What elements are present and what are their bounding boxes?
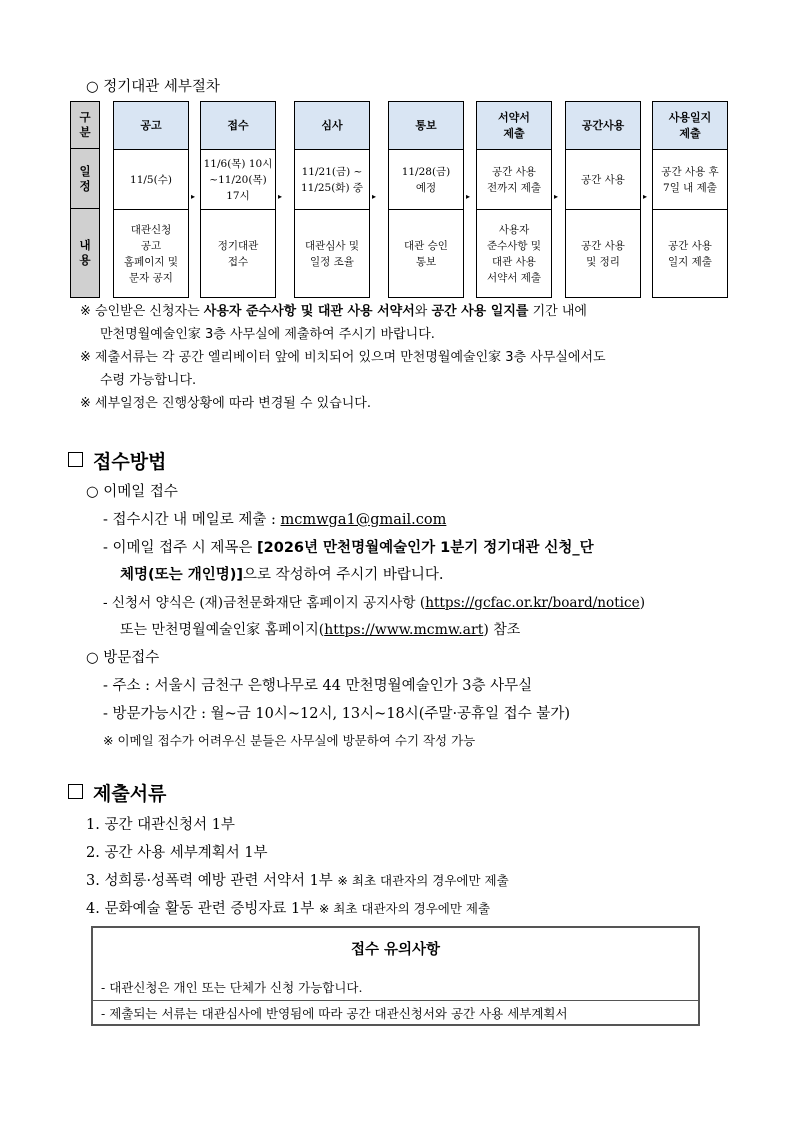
arrow-right-icon: ▸ [278,192,283,201]
step-column [200,101,276,298]
step-date: 11/6(목) 10시 ~11/20(목) 17시 [201,150,275,210]
documents-heading: 제출서류 [68,779,166,806]
notice-url-link[interactable]: https://gcfac.or.kr/board/notice [425,595,640,611]
visit-note: ※ 이메일 접수가 어려우신 분들은 사무실에 방문하여 수기 작성 가능 [103,733,476,748]
procedure-title: ○ 정기대관 세부절차 [86,79,220,95]
step-content: 사용자 준수사항 및 대관 사용 서약서 제출 [486,223,542,284]
receipt-heading: 접수방법 [68,447,166,474]
visit-line-1: - 주소 : 서울시 금천구 은행나무로 44 만천명월예술인가 3층 사무실 [103,678,533,694]
arrow-right-icon: ▸ [466,192,471,201]
step-date: 공간 사용 후 7일 내 제출 [653,150,727,210]
email-line-5: 또는 만천명월예술인家 홈페이지(https://www.mcmw.art) 참조 [120,622,521,638]
step-date: 11/28(금) 예정 [389,150,463,210]
step-content: 대관심사 및 일정 조율 [304,239,360,268]
step-content: 대관 승인 통보 [404,239,448,268]
arrow-right-icon: ▸ [554,192,559,201]
row-label-category: 구 분 [70,101,100,149]
step-column [652,101,728,298]
note-1: ※ 승인받은 신청자는 사용자 준수사항 및 대관 사용 서약서와 공간 사용 일지를 기간 내에 [80,304,587,319]
notice-title: 접수 유의사항 [350,942,441,958]
step-head: 접수 [201,102,275,150]
step-head: 통보 [389,102,463,150]
note-2-line2: 수령 가능합니다. [100,373,197,388]
visit-line-2: - 방문가능시간 : 월~금 10시~12시, 13시~18시(주말·공휴일 접수 불가) [103,706,570,722]
checkbox-square-icon [68,452,83,467]
arrow-right-icon: ▸ [191,192,196,201]
email-title: ○ 이메일 접수 [86,484,178,500]
step-column [113,101,189,298]
step-head: 서약서 제출 [477,102,551,150]
row-label-schedule: 일 정 [70,148,100,209]
step-content: 공간 사용 및 정리 [581,239,625,268]
notice-item-1: - 대관신청은 개인 또는 단체가 신청 가능합니다. [101,980,363,995]
step-content: 대관신청 공고 홈페이지 및 문자 공지 [123,223,179,284]
procedure-notes [80,300,740,415]
step-head: 공고 [114,102,188,150]
step-column [476,101,552,298]
email-line-2: - 이메일 접주 시 제목은 [2026년 만천명월예술인가 1분기 정기대관 신청_단 [103,540,594,556]
step-head: 사용일지 제출 [653,102,727,150]
step-date: 11/5(수) [114,150,188,210]
step-head: 심사 [295,102,369,150]
step-column [294,101,370,298]
note-1-line2: 만천명월예술인家 3층 사무실에 제출하여 주시기 바랍니다. [100,327,435,342]
checkbox-square-icon [68,784,83,799]
homepage-url-link[interactable]: https://www.mcmw.art [324,622,484,638]
step-column [565,101,641,298]
document-item-2: 2. 공간 사용 세부계획서 1부 [86,845,268,861]
step-date: 공간 사용 [566,150,640,210]
step-content: 정기대관 접수 [217,239,259,268]
step-date: 11/21(금) ~ 11/25(화) 중 [295,150,369,210]
arrow-right-icon: ▸ [643,192,648,201]
notice-divider [93,1000,698,1001]
email-line-3: 체명(또는 개인명)]으로 작성하여 주시기 바랍니다. [120,567,444,583]
step-head: 공간사용 [566,102,640,150]
document-item-1: 1. 공간 대관신청서 1부 [86,817,235,833]
step-column [388,101,464,298]
email-line-1: - 접수시간 내 메일로 제출 : mcmwga1@gmail.com [103,512,447,528]
email-line-4: - 신청서 양식은 (재)금천문화재단 홈페이지 공지사항 (https://gcfac.or.kr/board/notice) [103,595,646,611]
note-3: ※ 세부일정은 진행상황에 따라 변경될 수 있습니다. [80,396,372,411]
document-item-3: 3. 성희롱·성폭력 예방 관련 서약서 1부 ※ 최초 대관자의 경우에만 제출 [86,873,509,889]
email-address-link[interactable]: mcmwga1@gmail.com [280,512,447,528]
step-content: 공간 사용 일지 제출 [668,239,712,268]
arrow-right-icon: ▸ [372,192,377,201]
document-item-4: 4. 문화예술 활동 관련 증빙자료 1부 ※ 최초 대관자의 경우에만 제출 [86,901,491,917]
visit-title: ○ 방문접수 [86,650,160,666]
notice-box [91,926,700,1026]
notice-item-2: - 제출되는 서류는 대관심사에 반영됨에 따라 공간 대관신청서와 공간 사용 세부계획서 [101,1006,568,1021]
note-2: ※ 제출서류는 각 공간 엘리베이터 앞에 비치되어 있으며 만천명월예술인家 3층 사무실에서도 [80,350,606,365]
step-date: 공간 사용 전까지 제출 [477,150,551,210]
row-label-content: 내 용 [70,208,100,298]
